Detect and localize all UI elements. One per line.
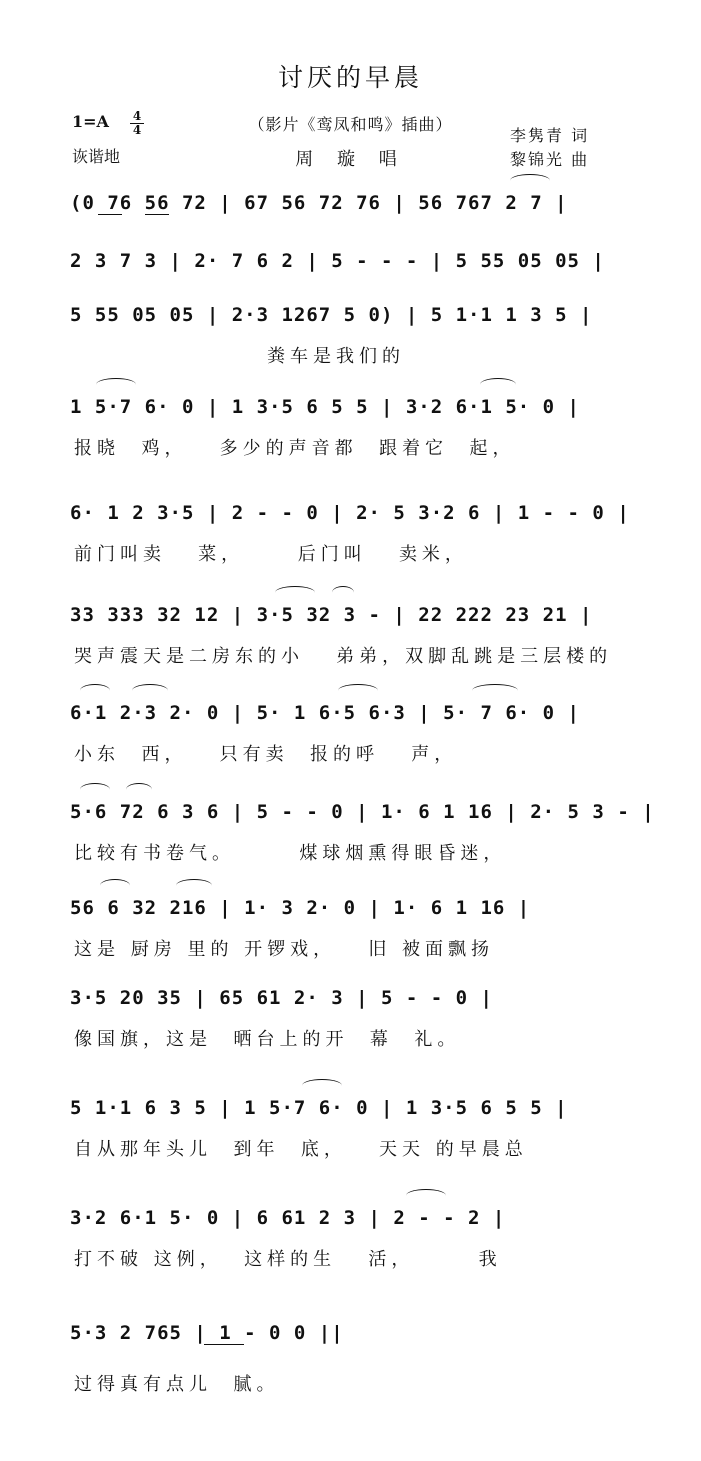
lyricist-credit: 李隽青 词 xyxy=(510,126,590,145)
song-subtitle: （影片《鸾凤和鸣》插曲） xyxy=(248,115,453,134)
lyrics-line: 自从那年头儿 到年 底， 天天 的早晨总 xyxy=(74,1139,528,1160)
lyrics-line: 这是 厨房 里的 开锣戏， 旧 被面飘扬 xyxy=(74,939,495,960)
key-signature: 1=A xyxy=(72,112,109,131)
slur xyxy=(472,684,518,697)
music-system-11 xyxy=(70,1093,630,1193)
music-system-5 xyxy=(70,498,630,598)
notation-line: (0 76 56 72 | 67 56 72 76 | 56 767 2 7 | xyxy=(70,192,568,214)
slur xyxy=(302,1079,342,1092)
slur xyxy=(176,879,212,892)
meter-top: 4 xyxy=(132,109,142,123)
author-credits xyxy=(510,124,589,172)
music-system-10 xyxy=(70,983,630,1083)
music-system-13 xyxy=(70,1318,630,1418)
notation-line: 5·6 72 6 3 6 | 5 - - 0 | 1· 6 1 16 | 2· 5 3 - | xyxy=(70,801,655,823)
slur xyxy=(332,586,354,599)
beam xyxy=(204,1344,244,1345)
lyrics-line: 前门叫卖 菜， 后门叫 卖米， xyxy=(74,544,468,565)
lyrics-line: 打不破 这例， 这样的生 活， 我 xyxy=(74,1249,502,1270)
slur xyxy=(275,586,315,599)
notation-line: 5·3 2 765 | 1 - 0 0 || xyxy=(70,1322,344,1344)
slur xyxy=(100,879,130,892)
notation-line: 2 3 7 3 | 2· 7 6 2 | 5 - - - | 5 55 05 05 | xyxy=(70,250,605,272)
meter-bottom: 4 xyxy=(132,123,142,137)
slur xyxy=(80,783,110,796)
slur xyxy=(338,684,378,697)
slur xyxy=(480,378,516,391)
notation-line: 56 6 32 216 | 1· 3 2· 0 | 1· 6 1 16 | xyxy=(70,897,531,919)
music-system-4 xyxy=(70,392,630,492)
slur xyxy=(132,684,168,697)
notation-line: 33 333 32 12 | 3·5 32 3 - | 22 222 23 21 | xyxy=(70,604,593,626)
notation-line: 5 55 05 05 | 2·3 1267 5 0) | 5 1·1 1 3 5 | xyxy=(70,304,593,326)
lyrics-line: 过得真有点儿 腻。 xyxy=(74,1374,280,1395)
notation-line: 5 1·1 6 3 5 | 1 5·7 6· 0 | 1 3·5 6 5 5 | xyxy=(70,1097,568,1119)
beam xyxy=(145,214,169,215)
lyrics-line: 哭声震天是二房东的小 弟弟，双脚乱跳是三层楼的 xyxy=(74,646,613,667)
music-system-12 xyxy=(70,1203,630,1303)
beam xyxy=(98,214,122,215)
lyrics-line: 像国旗，这是 晒台上的开 幕 礼。 xyxy=(74,1029,461,1050)
slur xyxy=(96,378,136,391)
music-system-3 xyxy=(70,300,630,400)
notation-line: 6·1 2·3 2· 0 | 5· 1 6·5 6·3 | 5· 7 6· 0 | xyxy=(70,702,580,724)
lyrics-line: 小东 西， 只有卖 报的呼 声， xyxy=(74,744,458,765)
lyrics-line: 比较有书卷气。 煤球烟熏得眼昏迷， xyxy=(74,843,507,864)
tempo-marking: 诙谐地 xyxy=(72,147,121,166)
slur xyxy=(406,1189,446,1202)
notation-line: 3·2 6·1 5· 0 | 6 61 2 3 | 2 - - 2 | xyxy=(70,1207,506,1229)
song-title: 讨厌的早晨 xyxy=(277,63,423,92)
notation-line: 6· 1 2 3·5 | 2 - - 0 | 2· 5 3·2 6 | 1 - - 0 | xyxy=(70,502,630,524)
notation-line: 1 5·7 6· 0 | 1 3·5 6 5 5 | 3·2 6·1 5· 0 | xyxy=(70,396,580,418)
lyrics-line: 粪车是我们的 xyxy=(74,346,405,367)
music-system-7 xyxy=(70,698,630,798)
composer-credit: 黎锦光 曲 xyxy=(510,150,590,169)
lyrics-line: 报晓 鸡， 多少的声音都 跟着它 起， xyxy=(74,438,516,459)
slur xyxy=(80,684,110,697)
music-system-9 xyxy=(70,893,630,993)
slur xyxy=(126,783,152,796)
music-system-8 xyxy=(70,797,655,897)
singer-credit: 周 璇 唱 xyxy=(295,149,406,170)
notation-line: 3·5 20 35 | 65 61 2· 3 | 5 - - 0 | xyxy=(70,987,493,1009)
slur xyxy=(510,174,550,187)
